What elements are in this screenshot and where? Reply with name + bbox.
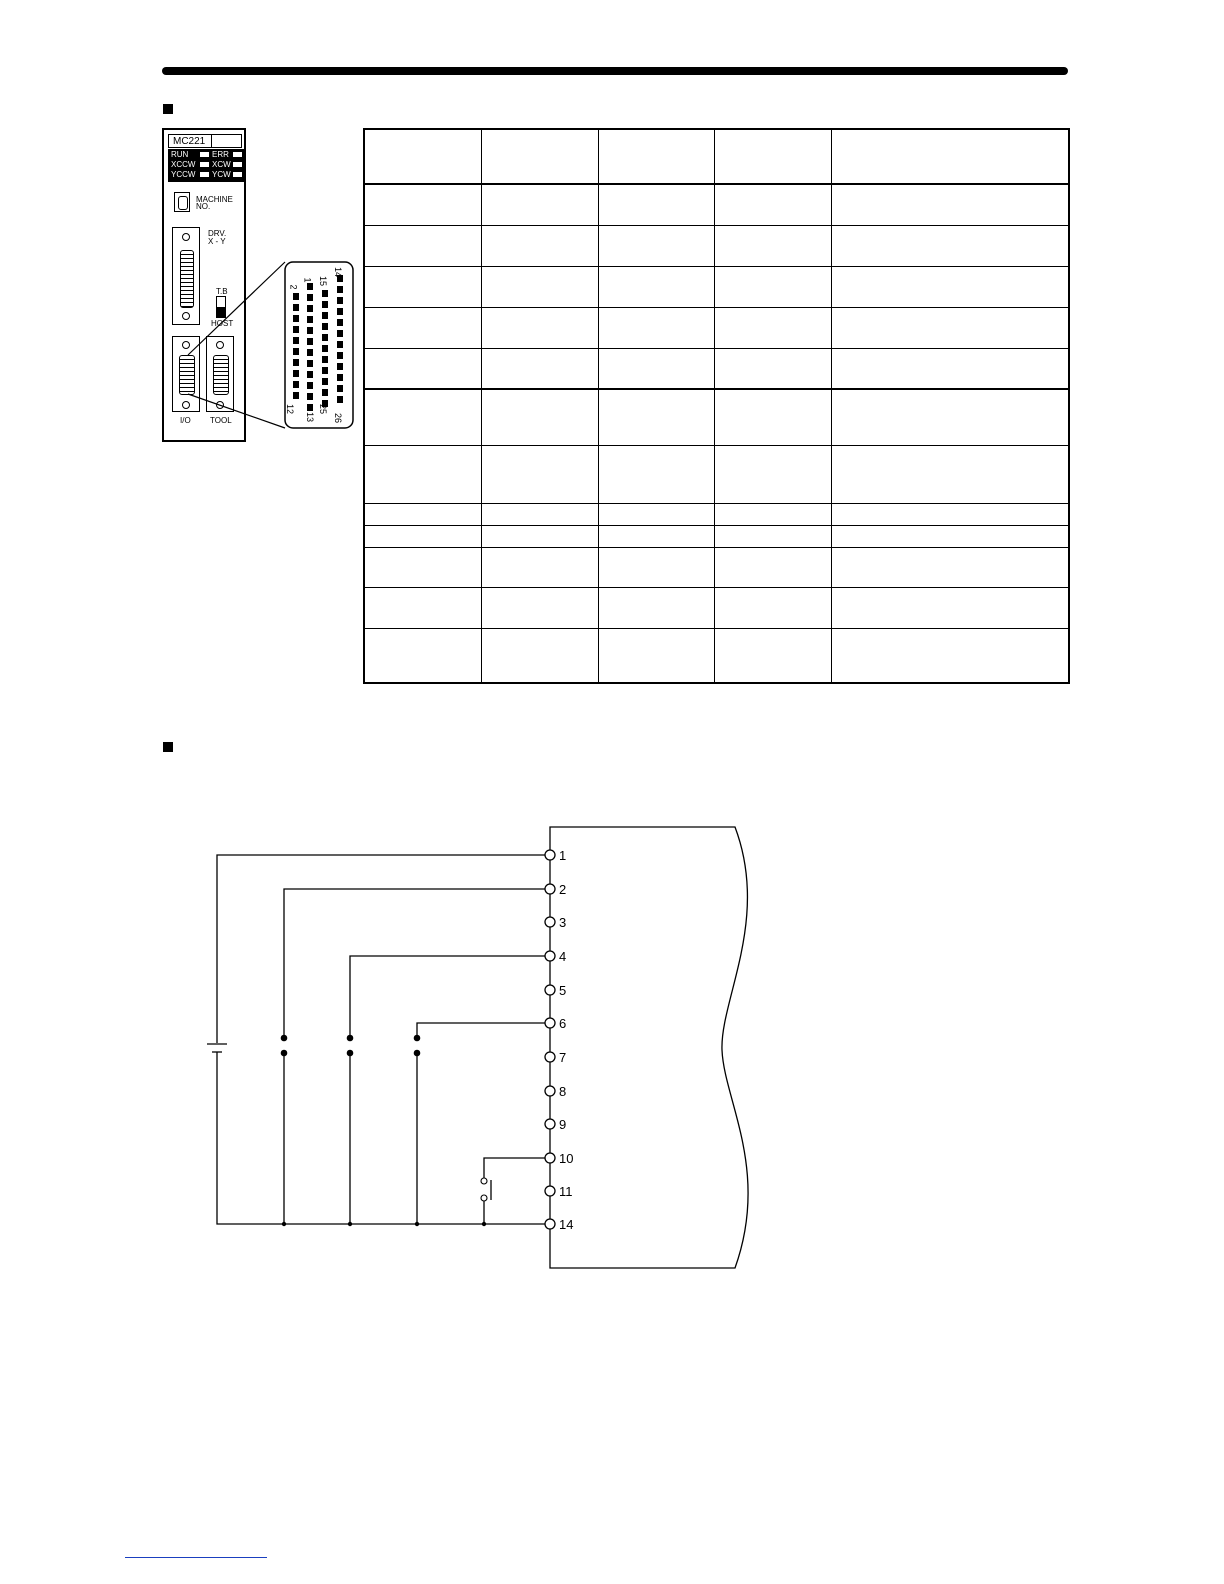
terminal-icon	[545, 884, 555, 894]
terminal-label: 5	[559, 983, 567, 998]
io-label: I/O	[180, 416, 191, 425]
pin-label: 25	[318, 403, 329, 415]
pin-label: 1	[302, 277, 313, 283]
terminal-label: 11	[559, 1184, 573, 1199]
terminal-icon	[545, 1219, 555, 1229]
led-label: ERR	[212, 150, 229, 159]
terminal-icon	[545, 917, 555, 927]
terminal-icon	[545, 951, 555, 961]
led-label: XCW	[212, 160, 231, 169]
terminal-label: 10	[559, 1151, 574, 1166]
terminal-icon	[545, 1086, 555, 1096]
pin-label: 12	[285, 403, 296, 415]
terminal-label: 9	[559, 1117, 567, 1132]
terminal-label: 2	[559, 882, 567, 897]
model-label: MC221	[173, 136, 206, 147]
terminal-icon	[545, 1186, 555, 1196]
terminal-icon	[545, 985, 555, 995]
pin-label: 2	[288, 284, 299, 290]
drv-label: DRV.	[208, 229, 227, 238]
pin-label: 13	[305, 411, 316, 423]
terminal-label: 6	[559, 1016, 567, 1031]
tool-label: TOOL	[210, 416, 232, 425]
led-label: RUN	[171, 150, 189, 159]
pin-label: 15	[318, 275, 329, 287]
led-label: XCCW	[171, 160, 196, 169]
terminal-icon	[545, 1153, 555, 1163]
led-label: YCCW	[171, 170, 196, 179]
terminal-icon	[545, 1119, 555, 1129]
machine-no-label: NO.	[196, 202, 211, 211]
pin-label: 14	[333, 266, 344, 278]
terminal-icon	[545, 850, 555, 860]
machine-no-label: MACHINE	[196, 195, 233, 204]
terminal-label: 8	[559, 1084, 567, 1099]
footer-link-underline	[125, 1557, 267, 1558]
terminal-block	[550, 827, 748, 1268]
terminal-icon	[545, 1018, 555, 1028]
terminal-icon	[545, 1052, 555, 1062]
switch-label: HOST	[211, 319, 234, 328]
switch-label: T.B	[216, 287, 228, 296]
pin-label: 26	[333, 412, 344, 424]
terminal-label: 4	[559, 949, 567, 964]
terminal-label: 7	[559, 1050, 567, 1065]
led-label: YCW	[212, 170, 231, 179]
drv-label: X - Y	[208, 237, 226, 246]
terminal-label: 3	[559, 915, 567, 930]
terminal-label: 1	[559, 848, 567, 863]
terminal-label: 14	[559, 1217, 574, 1232]
